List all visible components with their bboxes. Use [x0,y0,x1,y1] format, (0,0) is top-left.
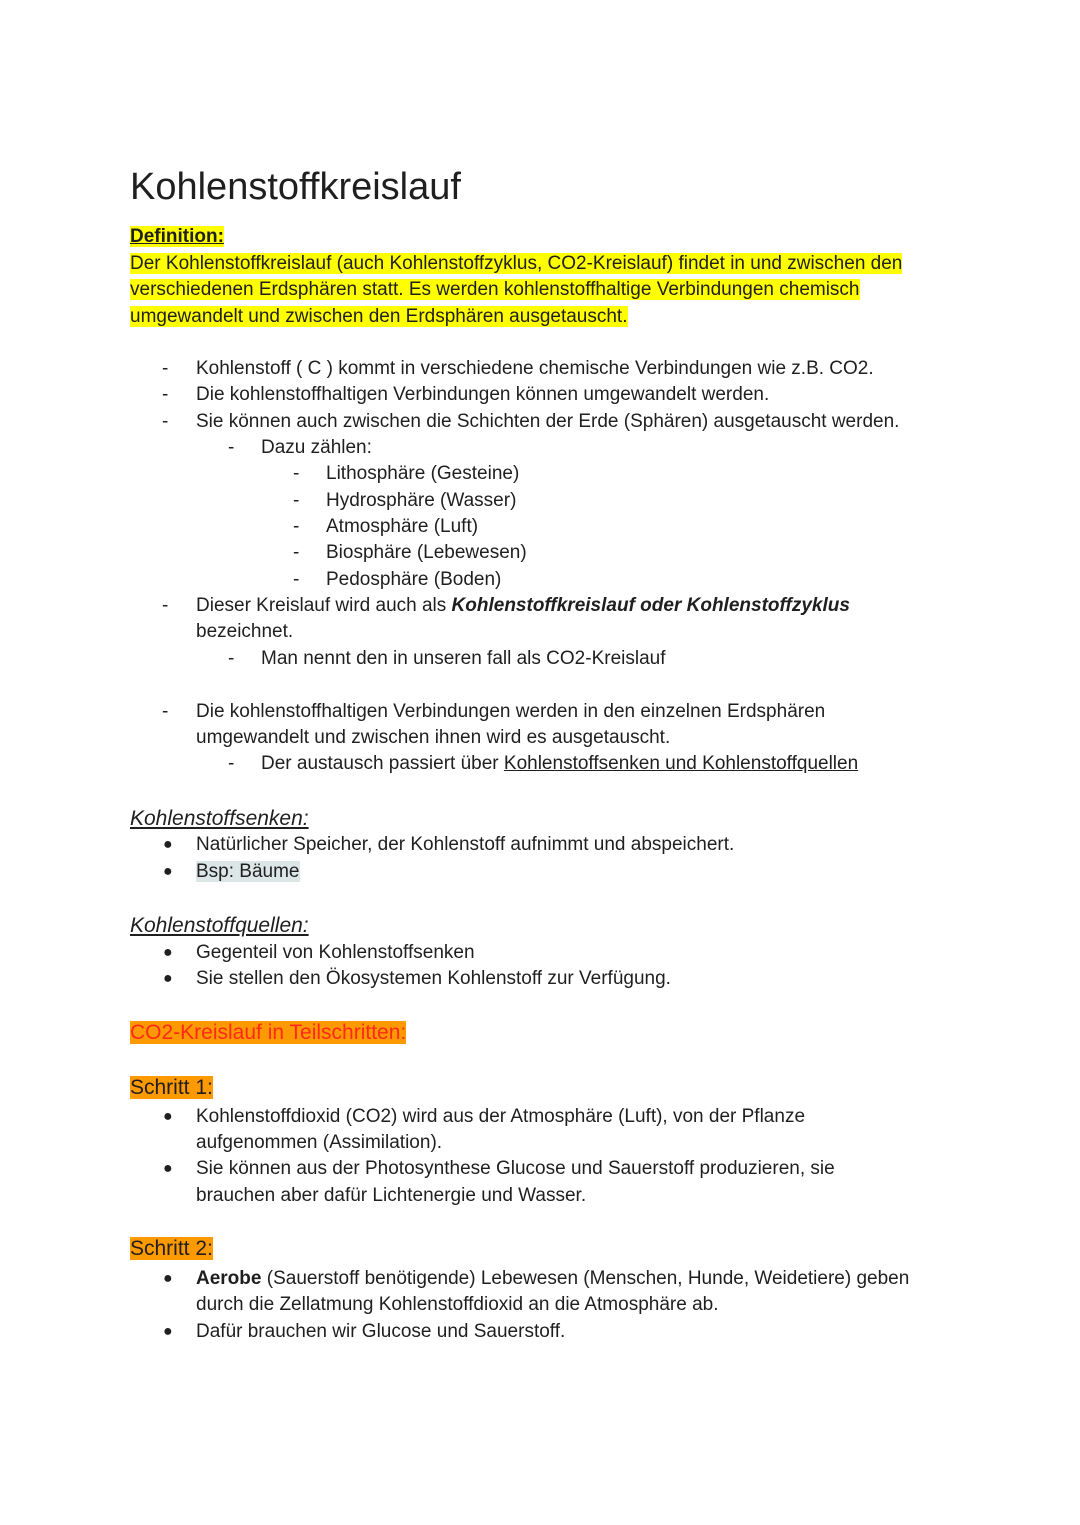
list-item: Dieser Kreislauf wird auch als Kohlenstoffkreislauf oder Kohlenstoffzyklus [196,595,850,616]
bullet-item: Dafür brauchen wir Glucose und Sauerstoff. [196,1321,566,1342]
bullet-item-continuation: aufgenommen (Assimilation). [196,1132,443,1153]
bullet-dot: ● [163,863,173,880]
bullet-dot: ● [163,1108,173,1125]
dash-marker: - [293,516,300,537]
bullet-dot: ● [163,970,173,987]
dash-marker: - [228,437,235,458]
dash-marker: - [293,490,300,511]
dash-marker: - [293,463,300,484]
sphere-item: Hydrosphäre (Wasser) [326,490,517,511]
dash-marker: - [293,542,300,563]
list-item-continuation: bezeichnet. [196,621,294,642]
dash-marker: - [162,701,169,722]
dash-marker: - [228,753,235,774]
bullet-dot: ● [163,1323,173,1340]
bullet-dot: ● [163,836,173,853]
list-item: Kohlenstoff ( C ) kommt in verschiedene chemische Verbindungen wie z.B. CO2. [196,358,874,379]
list-item: Sie können auch zwischen die Schichten der Erde (Sphären) ausgetauscht werden. [196,411,900,432]
dash-marker: - [162,384,169,405]
bullet-dot: ● [163,1160,173,1177]
step-1-label: Schritt 1: [130,1076,213,1099]
definition-line-1: Der Kohlenstoffkreislauf (auch Kohlenstoffzyklus, CO2-Kreislauf) findet in und zwischen den [130,253,903,274]
page-title: Kohlenstoffkreislauf [130,166,461,208]
list-item-continuation: umgewandelt und zwischen ihnen wird es ausgetauscht. [196,727,671,748]
bullet-item: Bsp: Bäume [196,861,300,882]
dash-marker: - [162,358,169,379]
dash-marker: - [293,569,300,590]
dash-marker: - [162,595,169,616]
sphere-item: Pedosphäre (Boden) [326,569,502,590]
bullet-dot: ● [163,1270,173,1287]
bullet-item: Sie können aus der Photosynthese Glucose und Sauerstoff produzieren, sie [196,1158,835,1179]
bullet-item: Kohlenstoffdioxid (CO2) wird aus der Atmosphäre (Luft), von der Pflanze [196,1106,806,1127]
bullet-item: Natürlicher Speicher, der Kohlenstoff aufnimmt und abspeichert. [196,834,735,855]
quellen-heading: Kohlenstoffquellen: [130,914,309,937]
bullet-item-continuation: durch die Zellatmung Kohlenstoffdioxid an die Atmosphäre ab. [196,1294,719,1315]
list-item: Die kohlenstoffhaltigen Verbindungen können umgewandelt werden. [196,384,770,405]
dash-marker: - [228,648,235,669]
steps-heading: CO2-Kreislauf in Teilschritten: [130,1021,407,1044]
list-subitem: Man nennt den in unseren fall als CO2-Kreislauf [261,648,666,669]
bullet-item: Sie stellen den Ökosystemen Kohlenstoff zur Verfügung. [196,968,671,989]
senken-heading: Kohlenstoffsenken: [130,807,309,830]
definition-label: Definition: [130,226,224,247]
list-subitem: Dazu zählen: [261,437,372,458]
sphere-item: Biosphäre (Lebewesen) [326,542,527,563]
definition-line-2: verschiedenen Erdsphären statt. Es werden kohlenstoffhaltige Verbindungen chemisch [130,279,860,300]
dash-marker: - [162,411,169,432]
step-2-label: Schritt 2: [130,1237,213,1260]
bullet-item: Aerobe (Sauerstoff benötigende) Lebewesen (Menschen, Hunde, Weidetiere) geben [196,1268,910,1289]
bullet-item-continuation: brauchen aber dafür Lichtenergie und Wasser. [196,1185,587,1206]
sphere-item: Atmosphäre (Luft) [326,516,479,537]
sphere-item: Lithosphäre (Gesteine) [326,463,520,484]
definition-line-3: umgewandelt und zwischen den Erdsphären ausgetauscht. [130,306,628,327]
list-item: Die kohlenstoffhaltigen Verbindungen werden in den einzelnen Erdsphären [196,701,826,722]
bullet-item: Gegenteil von Kohlenstoffsenken [196,942,475,963]
bullet-dot: ● [163,944,173,961]
list-subitem: Der austausch passiert über Kohlenstoffsenken und Kohlenstoffquellen [261,753,859,774]
